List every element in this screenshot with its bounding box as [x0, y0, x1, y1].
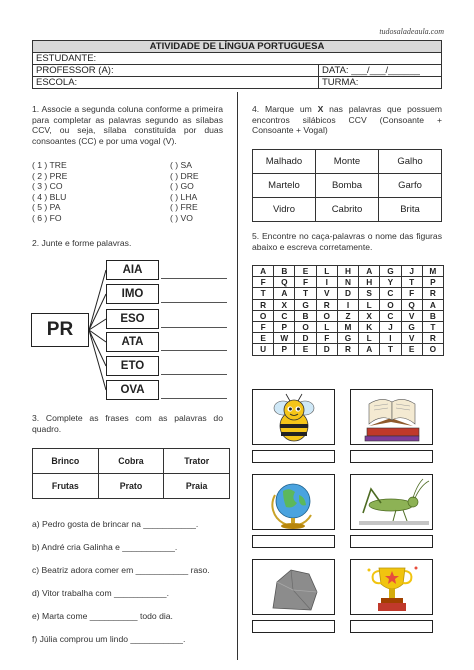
q3-instruction: 3. Complete as frases com as palavras do quadro.	[32, 413, 223, 434]
word-search-cell[interactable]: M	[422, 266, 443, 277]
word-search-cell[interactable]: E	[295, 344, 316, 355]
word-cell: Frutas	[33, 474, 99, 499]
stone-picture	[252, 559, 335, 615]
book-picture	[350, 389, 433, 445]
q4-word-cell[interactable]: Garfo	[379, 174, 442, 198]
answer-line[interactable]	[161, 302, 227, 303]
q3-sentence[interactable]: d) Vitor trabalha com ___________.	[32, 588, 169, 598]
word-search-cell[interactable]: C	[274, 310, 295, 321]
word-search-cell[interactable]: Y	[380, 277, 401, 288]
word-search-cell[interactable]: E	[295, 266, 316, 277]
q4-word-table	[252, 149, 442, 222]
word-search-row	[253, 344, 444, 355]
q4-word-cell[interactable]: Malhado	[253, 150, 316, 174]
word-search-cell[interactable]: D	[295, 333, 316, 344]
word-search-cell[interactable]: L	[316, 266, 337, 277]
trophy-icon	[351, 560, 433, 615]
school-field[interactable]: ESCOLA:	[33, 77, 319, 89]
bee-icon	[253, 390, 335, 445]
word-search-cell[interactable]: I	[380, 333, 401, 344]
grasshopper-picture	[350, 474, 433, 530]
word-search-cell[interactable]: Z	[337, 310, 358, 321]
prefix-box: PR	[31, 313, 89, 347]
q4-word-cell[interactable]: Galho	[379, 150, 442, 174]
word-search-cell[interactable]: V	[316, 288, 337, 299]
word-search-cell[interactable]: E	[401, 344, 422, 355]
bee-picture	[252, 389, 335, 445]
site-watermark: tudosaladeaula.com	[379, 27, 444, 36]
word-search-cell[interactable]: A	[274, 288, 295, 299]
word-search-cell[interactable]: A	[359, 344, 380, 355]
syllable-box: ESO	[106, 309, 159, 329]
word-search-cell[interactable]: P	[422, 277, 443, 288]
teacher-field[interactable]: PROFESSOR (A):	[33, 65, 319, 77]
answer-line[interactable]	[161, 327, 227, 328]
word-search-cell[interactable]: O	[380, 299, 401, 310]
word-search-cell[interactable]: L	[316, 321, 337, 332]
word-search-cell[interactable]: F	[316, 333, 337, 344]
word-search-row	[253, 310, 444, 321]
q4-instruction-text: nas palavras que possuem encontros silábicos CCV (Consoante + Consoante + Vogal)	[252, 104, 442, 136]
q3-sentence[interactable]: c) Beatriz adora comer em ___________ raso.	[32, 565, 210, 575]
word-search-cell[interactable]: C	[380, 310, 401, 321]
answer-line[interactable]	[161, 278, 227, 279]
globe-icon	[253, 475, 335, 530]
word-search-cell[interactable]: A	[359, 266, 380, 277]
answer-line[interactable]	[161, 374, 227, 375]
word-search-cell[interactable]: T	[401, 277, 422, 288]
q1-right-item[interactable]: ( ) FRE	[170, 202, 198, 213]
word-search-cell[interactable]: I	[337, 299, 358, 310]
q1-left-item: ( 5 ) PA	[32, 202, 61, 213]
word-search-cell[interactable]: B	[295, 310, 316, 321]
word-search-cell[interactable]: Q	[401, 299, 422, 310]
word-search-cell[interactable]: H	[359, 277, 380, 288]
word-search-cell[interactable]: R	[422, 288, 443, 299]
word-search-row	[253, 321, 444, 332]
q1-right-item[interactable]: ( ) GO	[170, 181, 194, 192]
globe-picture	[252, 474, 335, 530]
word-search-cell[interactable]: L	[359, 333, 380, 344]
word-cell: Prato	[98, 474, 164, 499]
word-search-cell[interactable]: B	[422, 310, 443, 321]
q1-left-item: ( 2 ) PRE	[32, 170, 68, 181]
q1-right-item[interactable]: ( ) SA	[170, 160, 192, 170]
word-search-cell[interactable]: P	[274, 321, 295, 332]
syllable-box: AIA	[106, 260, 159, 280]
syllable-box: ATA	[106, 332, 159, 352]
word-search-cell[interactable]: O	[253, 310, 274, 321]
word-cell: Trator	[164, 449, 230, 474]
word-search-cell[interactable]: T	[380, 344, 401, 355]
q1-left-item: ( 1 ) TRE	[32, 160, 67, 170]
word-search-cell[interactable]: G	[380, 266, 401, 277]
word-search-cell[interactable]: G	[337, 333, 358, 344]
word-search-cell[interactable]: H	[337, 266, 358, 277]
word-search-grid	[252, 265, 444, 356]
stone-icon	[253, 560, 335, 615]
picture-answer-box[interactable]	[252, 535, 335, 548]
word-search-cell[interactable]: P	[274, 344, 295, 355]
word-search-cell[interactable]: N	[337, 277, 358, 288]
word-cell: Cobra	[98, 449, 164, 474]
q4-word-cell[interactable]: Cabrito	[316, 198, 379, 222]
word-search-cell[interactable]: F	[401, 288, 422, 299]
q4-instruction-text: 4. Marque um	[252, 104, 318, 114]
word-search-cell[interactable]: U	[253, 344, 274, 355]
word-search-cell[interactable]: R	[422, 333, 443, 344]
word-search-cell[interactable]: R	[316, 299, 337, 310]
word-search-cell[interactable]: S	[359, 288, 380, 299]
word-search-cell[interactable]: F	[253, 321, 274, 332]
word-cell: Brinco	[33, 449, 99, 474]
word-search-cell[interactable]: T	[422, 321, 443, 332]
q1-instruction: 1. Associe a segunda coluna conforme a primeira para completar as palavras segundo as sílabas CCV, ou seja, sílaba constituída por duas consoantes (CC) e por uma vogal (V).	[32, 104, 223, 146]
q4-word-cell[interactable]: Monte	[316, 150, 379, 174]
q1-right-item[interactable]: ( ) VO	[170, 212, 193, 223]
word-search-cell[interactable]: B	[274, 266, 295, 277]
word-search-cell[interactable]: X	[359, 310, 380, 321]
word-search-row	[253, 266, 444, 277]
syllable-box: ETO	[106, 356, 159, 376]
word-search-cell[interactable]: G	[295, 299, 316, 310]
picture-answer-box[interactable]	[252, 450, 335, 463]
q4-word-cell[interactable]: Martelo	[253, 174, 316, 198]
word-search-cell[interactable]: K	[359, 321, 380, 332]
q1-left-item: ( 6 ) FO	[32, 212, 62, 223]
word-search-row	[253, 288, 444, 299]
word-search-cell[interactable]: D	[337, 288, 358, 299]
word-search-cell[interactable]: T	[295, 288, 316, 299]
q3-word-table	[32, 448, 230, 499]
word-search-cell[interactable]: V	[401, 310, 422, 321]
q1-right-item[interactable]: ( ) LHA	[170, 191, 198, 202]
word-search-row	[253, 333, 444, 344]
word-search-cell[interactable]: C	[380, 288, 401, 299]
word-search-cell[interactable]: W	[274, 333, 295, 344]
picture-answer-box[interactable]	[350, 620, 433, 633]
q3-sentence[interactable]: b) André cria Galinha e ___________.	[32, 542, 178, 552]
word-search-cell[interactable]: Q	[274, 277, 295, 288]
word-search-cell[interactable]: F	[253, 277, 274, 288]
q1-left-item: ( 4 ) BLU	[32, 191, 67, 202]
word-search-cell[interactable]: O	[422, 344, 443, 355]
picture-answer-box[interactable]	[252, 620, 335, 633]
q3-sentence[interactable]: e) Marta come __________ todo dia.	[32, 611, 173, 621]
answer-line[interactable]	[161, 398, 227, 399]
word-cell: Praia	[164, 474, 230, 499]
q3-sentence[interactable]: f) Júlia comprou um lindo ___________.	[32, 634, 186, 644]
syllable-box: OVA	[106, 380, 159, 400]
picture-answer-box[interactable]	[350, 535, 433, 548]
word-search-cell[interactable]: I	[316, 277, 337, 288]
q4-instruction	[252, 104, 442, 136]
word-search-cell[interactable]: L	[359, 299, 380, 310]
q4-word-cell[interactable]: Brita	[379, 198, 442, 222]
word-search-cell[interactable]: G	[401, 321, 422, 332]
word-search-cell[interactable]: E	[253, 333, 274, 344]
book-icon	[351, 390, 433, 445]
syllable-box: IMO	[106, 284, 159, 304]
date-field[interactable]: DATA: ___/___/______	[319, 65, 442, 77]
q1-left-item: ( 3 ) CO	[32, 181, 63, 192]
word-search-cell[interactable]: X	[274, 299, 295, 310]
word-search-cell[interactable]: A	[422, 299, 443, 310]
trophy-picture	[350, 559, 433, 615]
q3-sentence[interactable]: a) Pedro gosta de brincar na ___________.	[32, 519, 199, 529]
word-search-row	[253, 299, 444, 310]
student-field[interactable]: ESTUDANTE:	[33, 53, 442, 65]
class-field[interactable]: TURMA:	[319, 77, 442, 89]
word-search-cell[interactable]: O	[316, 310, 337, 321]
word-search-cell[interactable]: D	[316, 344, 337, 355]
word-search-cell[interactable]: R	[253, 299, 274, 310]
q4-instruction-x: X	[317, 104, 324, 114]
word-search-cell[interactable]: M	[337, 321, 358, 332]
word-search-cell[interactable]: V	[401, 333, 422, 344]
picture-answer-box[interactable]	[350, 450, 433, 463]
answer-line[interactable]	[161, 350, 227, 351]
q5-instruction: 5. Encontre no caça-palavras o nome das figuras abaixo e escreva corretamente.	[252, 231, 442, 252]
q4-word-cell[interactable]: Vidro	[253, 198, 316, 222]
worksheet-title: ATIVIDADE DE LÍNGUA PORTUGUESA	[33, 41, 442, 53]
word-search-cell[interactable]: R	[337, 344, 358, 355]
word-search-cell[interactable]: T	[253, 288, 274, 299]
word-search-row	[253, 277, 444, 288]
q2-instruction: 2. Junte e forme palavras.	[32, 238, 132, 248]
q4-word-cell[interactable]: Bomba	[316, 174, 379, 198]
word-search-cell[interactable]: J	[401, 266, 422, 277]
word-search-cell[interactable]: A	[253, 266, 274, 277]
word-search-cell[interactable]: F	[295, 277, 316, 288]
grasshopper-icon	[351, 475, 433, 530]
word-search-cell[interactable]: O	[295, 321, 316, 332]
word-search-cell[interactable]: J	[380, 321, 401, 332]
q1-right-item[interactable]: ( ) DRE	[170, 170, 199, 181]
